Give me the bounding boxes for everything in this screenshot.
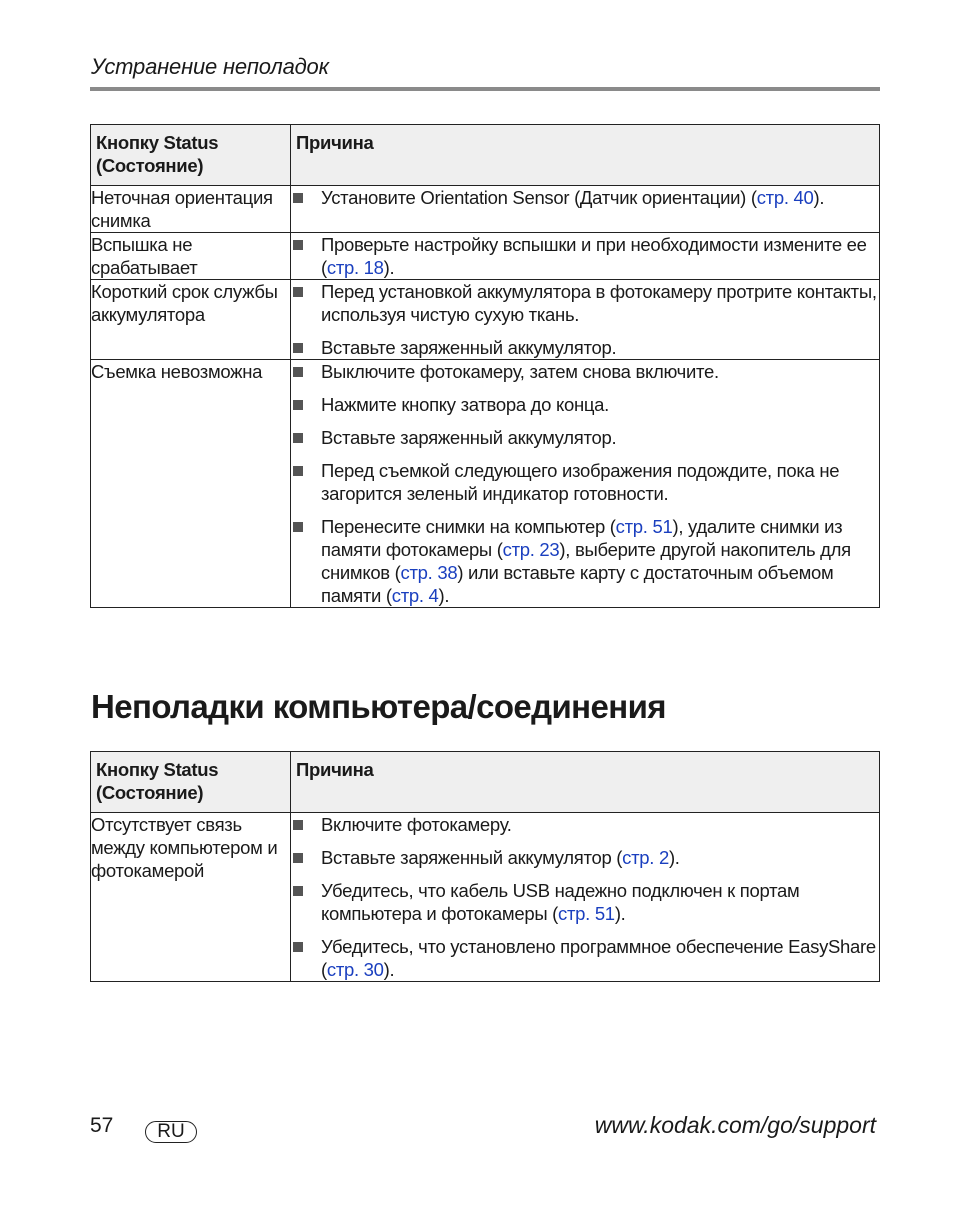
page-reference-link[interactable]: стр. 2 [622,847,669,868]
table-header-row [91,752,880,813]
cause-cell [291,233,880,280]
cause-text: Убедитесь, что кабель USB надежно подключен к портам компьютера и фотокамеры ( [321,880,800,924]
cause-text: Перед съемкой следующего изображения подождите, пока не загорится зеленый индикатор готовности. [321,460,840,504]
cause-text: Перенесите снимки на компьютер ( [321,516,616,537]
cause-item [291,879,879,925]
square-bullet-icon [293,240,303,250]
table-row [91,280,880,360]
cause-text: ). [383,959,395,980]
page-reference-link[interactable]: стр. 51 [558,903,615,924]
cause-item [291,360,879,383]
status-cell: Вспышка не срабатывает [91,233,291,280]
language-badge: RU [145,1121,197,1143]
square-bullet-icon [293,466,303,476]
cause-text: Убедитесь, что установлено программное обеспечение EasyShare ( [321,936,876,980]
status-cell: Неточная ориентация снимка [91,186,291,233]
cause-cell [291,280,880,360]
table-row [91,813,880,982]
column-header-cause: Причина [291,125,880,186]
page-reference-link[interactable]: стр. 38 [400,562,458,583]
square-bullet-icon [293,886,303,896]
page-reference-link[interactable]: стр. 51 [615,516,673,537]
cause-text: Включите фотокамеру. [321,814,512,835]
cause-text: ), удалите снимки из памяти фотокамеры ( [321,516,843,560]
column-header-status: Кнопку Status (Состояние) [91,125,291,186]
cause-text: Перед установкой аккумулятора в фотокамеру протрите контакты, используя чистую сухую ткань. [321,281,877,325]
square-bullet-icon [293,343,303,353]
cause-text: Проверьте настройку вспышки и при необходимости измените ее ( [321,234,867,278]
square-bullet-icon [293,942,303,952]
support-url[interactable]: www.kodak.com/go/support [594,1112,876,1138]
cause-text: ), выберите другой накопитель для снимков ( [321,539,851,583]
cause-text: Вставьте заряженный аккумулятор ( [321,847,623,868]
cause-text: ). [813,187,825,208]
cause-text: ) или вставьте карту с достаточным объемом памяти ( [321,562,834,606]
status-cell: Отсутствует связь между компьютером и фотокамерой [91,813,291,982]
status-cell: Съемка невозможна [91,360,291,608]
table-row [91,186,880,233]
square-bullet-icon [293,287,303,297]
square-bullet-icon [293,193,303,203]
page-reference-link[interactable]: стр. 23 [502,539,560,560]
cause-text: Вставьте заряженный аккумулятор. [321,337,617,358]
cause-list [291,280,879,359]
cause-text: Вставьте заряженный аккумулятор. [321,427,617,448]
cause-cell [291,360,880,608]
column-header-cause: Причина [291,752,880,813]
cause-text: ). [438,585,450,606]
cause-cell [291,186,880,233]
table-row [91,360,880,608]
cause-item [291,233,879,279]
page-reference-link[interactable]: стр. 30 [326,959,384,980]
column-header-status: Кнопку Status (Состояние) [91,752,291,813]
page-reference-link[interactable]: стр. 4 [391,585,439,606]
page-header-title: Устранение неполадок [91,54,329,79]
troubleshooting-table-camera [90,124,880,608]
cause-item [291,515,879,607]
cause-item [291,393,879,416]
cause-text: ). [668,847,680,868]
square-bullet-icon [293,400,303,410]
cause-item [291,280,879,326]
cause-text: ). [614,903,626,924]
cause-item [291,459,879,505]
status-cell: Короткий срок службы аккумулятора [91,280,291,360]
cause-item [291,846,879,869]
cause-text: ). [383,257,395,278]
cause-list [291,186,879,209]
table-row [91,233,880,280]
cause-text: Установите Orientation Sensor (Датчик ориентации) ( [321,187,757,208]
cause-list [291,360,879,607]
cause-item [291,336,879,359]
square-bullet-icon [293,433,303,443]
page-reference-link[interactable]: стр. 40 [756,187,814,208]
page-reference-link[interactable]: стр. 18 [326,257,384,278]
cause-item [291,186,879,209]
square-bullet-icon [293,522,303,532]
cause-cell [291,813,880,982]
header-divider [90,87,880,91]
cause-list [291,233,879,279]
square-bullet-icon [293,853,303,863]
cause-text: Нажмите кнопку затвора до конца. [321,394,609,415]
cause-item [291,935,879,981]
cause-text: Выключите фотокамеру, затем снова включите. [321,361,719,382]
table-header-row [91,125,880,186]
page-number: 57 [90,1114,114,1137]
square-bullet-icon [293,820,303,830]
troubleshooting-table-connection [90,751,880,982]
square-bullet-icon [293,367,303,377]
section-title: Неполадки компьютера/соединения [91,688,666,725]
cause-item [291,813,879,836]
cause-item [291,426,879,449]
cause-list [291,813,879,981]
